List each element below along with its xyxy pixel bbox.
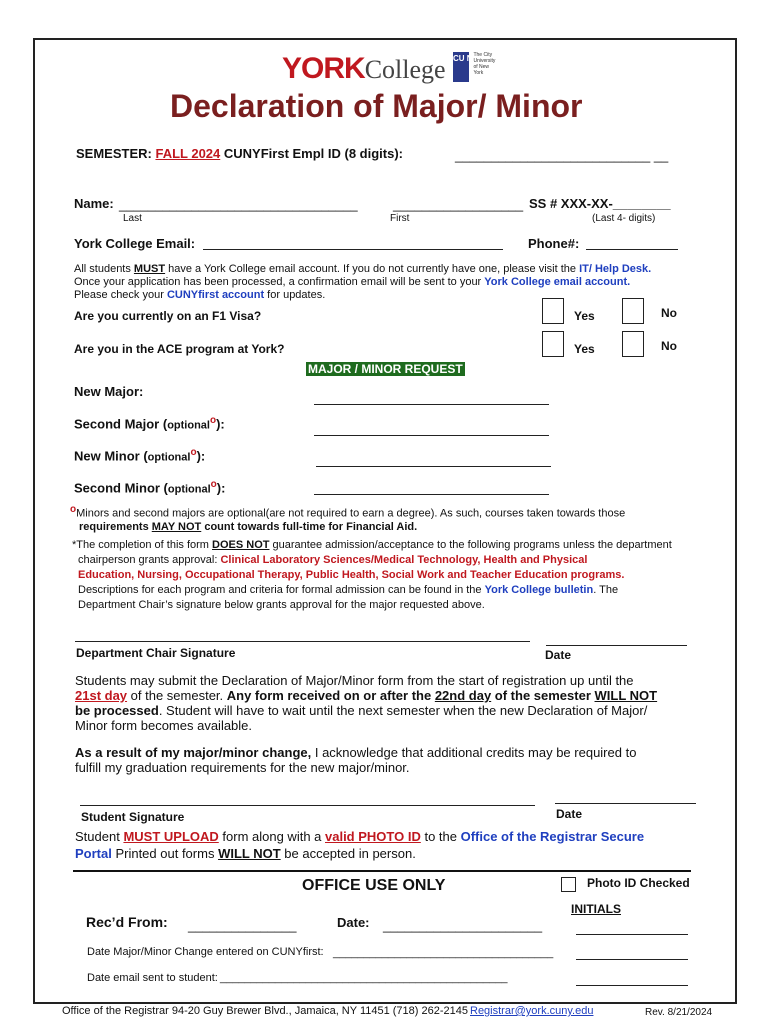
registrar-portal-link[interactable]: Office of the Registrar Secure [460, 829, 645, 844]
initials-line-1[interactable] [576, 934, 688, 935]
second-minor-label: Second Minor (optional$^o$): [74, 479, 226, 496]
new-minor-field[interactable] [316, 466, 551, 467]
email-field[interactable] [203, 249, 503, 250]
office-date-label: Date: [337, 915, 370, 930]
f1-yes-checkbox[interactable] [542, 298, 564, 324]
ss-field[interactable]: SS # XXX-XX-________ [529, 196, 671, 211]
student-date-label: Date [556, 807, 583, 821]
footer-address: Office of the Registrar 94-20 Guy Brewer Blvd., Jamaica, NY 11451 (718) 262-2145 [62, 1005, 468, 1017]
request-header: MAJOR / MINOR REQUEST [308, 362, 463, 376]
last-name-field[interactable]: _________________________________ [119, 197, 358, 212]
page-title: Declaration of Major/ Minor [170, 88, 583, 124]
second-major-label: Second Major (optional$^o$): [74, 415, 225, 432]
semester-value: FALL 2024 [155, 146, 221, 161]
logo-york: YORK [282, 52, 365, 85]
entered-label: Date Major/Minor Change entered on CUNYfirst: [87, 946, 324, 958]
photo-id-checkbox[interactable] [561, 877, 576, 892]
student-signature-field[interactable] [80, 805, 535, 806]
office-use-title: OFFICE USE ONLY [302, 877, 446, 894]
helpdesk-link[interactable]: IT/ Help Desk. [579, 263, 652, 275]
office-divider [73, 870, 691, 872]
last4-caption: (Last 4- digits) [592, 213, 656, 224]
first-name-field[interactable]: __________________ [393, 197, 524, 212]
cunyfirst-link[interactable]: CUNYfirst account [166, 289, 265, 301]
ace-no-checkbox[interactable] [622, 331, 644, 357]
f1-yes-label: Yes [574, 309, 595, 323]
photo-id-label: Photo ID Checked [587, 876, 690, 890]
recd-from-label: Rec’d From: [86, 914, 168, 930]
initials-line-3[interactable] [576, 985, 688, 986]
emailed-label: Date email sent to student: [87, 972, 218, 984]
f1-no-checkbox[interactable] [622, 298, 644, 324]
cuny-text: The City University of New York [473, 52, 496, 76]
completion-notice: *The completion of this form DOES NOT guarantee admission/acceptance to the following programs unless the department chairperson grants approval: Clinical Laboratory Sciences/Medical Technology, Health and Physical Education, Nursing, Occupational Therapy, Public Health, Social Work and Teacher Education programs. Descriptions for each program and criteria for formal admission can be found in the York College bulletin. The Department Chair’s signature below grants approval for the major requested above. [72, 539, 672, 611]
f1-no-label: No [661, 306, 677, 320]
registrar-email-link[interactable]: Registrar@york.cuny.edu [470, 1005, 594, 1017]
logo-college: College [364, 55, 446, 84]
recd-from-field[interactable]: _______________ [188, 918, 297, 933]
student-signature-label: Student Signature [81, 810, 185, 824]
entered-field[interactable]: ____________________________________ [333, 947, 554, 959]
ace-question: Are you in the ACE program at York? [74, 342, 285, 356]
dept-signature-label: Department Chair Signature [76, 646, 236, 660]
ace-no-label: No [661, 339, 677, 353]
york-college-logo [282, 52, 499, 92]
dept-signature-field[interactable] [75, 641, 530, 642]
cuny-logo: CU NY [453, 52, 469, 82]
email-label: York College Email: [74, 236, 196, 251]
optional-footnote: $^o$Minors and second majors are optional(are not required to earn a degree). As such, courses taken towards those requirements MAY NOT count towards full-time for Financial Aid. [70, 504, 626, 533]
name-label: Name: [74, 196, 114, 211]
semester-row: SEMESTER: FALL 2024 CUNYFirst Empl ID (8 digits): [76, 146, 404, 161]
phone-label: Phone#: [528, 236, 580, 251]
phone-field[interactable] [586, 249, 678, 250]
ace-yes-label: Yes [574, 342, 595, 356]
acknowledgement: As a result of my major/minor change, I acknowledge that additional credits may be required to fulfill my graduation requirements for the new major/minor. [75, 745, 637, 775]
second-major-field[interactable] [314, 435, 549, 436]
emailed-field[interactable]: _______________________________________________ [220, 972, 508, 984]
student-date-field[interactable] [555, 803, 696, 804]
office-date-field[interactable]: ______________________ [383, 918, 543, 933]
new-minor-label: New Minor (optional$^o$): [74, 447, 206, 464]
initials-line-2[interactable] [576, 959, 688, 960]
new-major-label: New Major: [74, 384, 144, 399]
ace-yes-checkbox[interactable] [542, 331, 564, 357]
upload-instructions: Student MUST UPLOAD form along with a valid PHOTO ID to the Office of the Registrar Secure Portal Printed out forms WILL NOT be accepted in person. [75, 829, 645, 861]
initials-label: INITIALS [571, 902, 621, 916]
f1-visa-question: Are you currently on an F1 Visa? [74, 309, 262, 323]
first-caption: First [390, 213, 410, 224]
submission-rules: Students may submit the Declaration of Major/Minor form from the start of registration up until the 21st day of the semester. Any form received on or after the 22nd day of the semester WILL NOT be processed. Student will have to wait until the next semester when the new Declaration of Major/ Minor form becomes available. [75, 673, 658, 733]
last-caption: Last [123, 213, 142, 224]
new-major-field[interactable] [314, 404, 549, 405]
dept-date-label: Date [545, 648, 572, 662]
revision-date: Rev. 8/21/2024 [645, 1007, 713, 1018]
bulletin-link[interactable]: York College bulletin [484, 584, 594, 596]
second-minor-field[interactable] [314, 494, 549, 495]
empl-id-field[interactable]: ___________________________ __ [455, 148, 669, 163]
dept-date-field[interactable] [546, 645, 687, 646]
email-notice: All students MUST have a York College email account. If you do not currently have one, please visit the IT/ Help Desk. Once your application has been processed, a confirmation email will be sent to your York College email account. Please check your CUNYfirst account for updates. [74, 263, 652, 301]
